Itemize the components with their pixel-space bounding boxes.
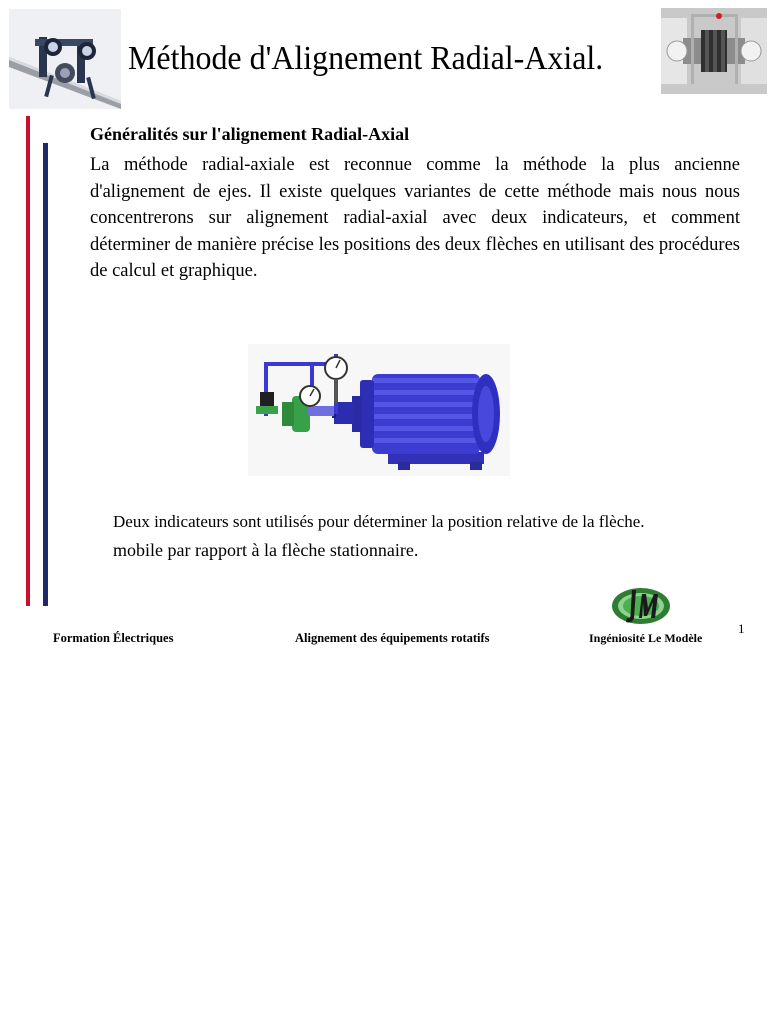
header-photo-right	[661, 8, 767, 94]
company-logo	[610, 584, 672, 628]
coupling-dial-indicator-photo-icon	[661, 8, 767, 94]
accent-bar-navy	[43, 143, 48, 606]
page-number: 1	[738, 621, 745, 636]
motor-pump-dial-indicators-illustration-icon	[248, 344, 510, 476]
footer-right-text: Ingéniosité Le Modèle	[589, 631, 703, 645]
alignment-figure	[248, 344, 510, 476]
caption-line-1: Deux indicateurs sont utilisés pour déterminer la position relative de la flèche.	[113, 512, 645, 531]
header-photo-left	[9, 9, 121, 109]
caption-line-2: mobile par rapport à la flèche stationnaire.	[113, 540, 419, 560]
section-paragraph: La méthode radial-axiale est reconnue comme la méthode la plus ancienne d'alignement de ejes. Il existe quelques variantes de cette méthode mais nous nous concentrerons sur alignement radial-axial avec deux indicateurs, et comment déterminer de manière précise les positions des deux flèches en utilisant des procédures de calcul et graphique.	[90, 155, 740, 281]
jm-logo-icon	[610, 584, 672, 628]
footer-left-text: Formation Électriques	[53, 631, 174, 645]
page-title: Méthode d'Alignement Radial-Axial.	[128, 40, 604, 77]
alignment-fixture-photo-icon	[9, 9, 121, 109]
figure-caption	[113, 508, 733, 564]
footer-center-text: Alignement des équipements rotatifs	[295, 631, 490, 645]
section-heading: Généralités sur l'alignement Radial-Axial	[90, 124, 410, 144]
accent-bar-red	[26, 116, 30, 606]
